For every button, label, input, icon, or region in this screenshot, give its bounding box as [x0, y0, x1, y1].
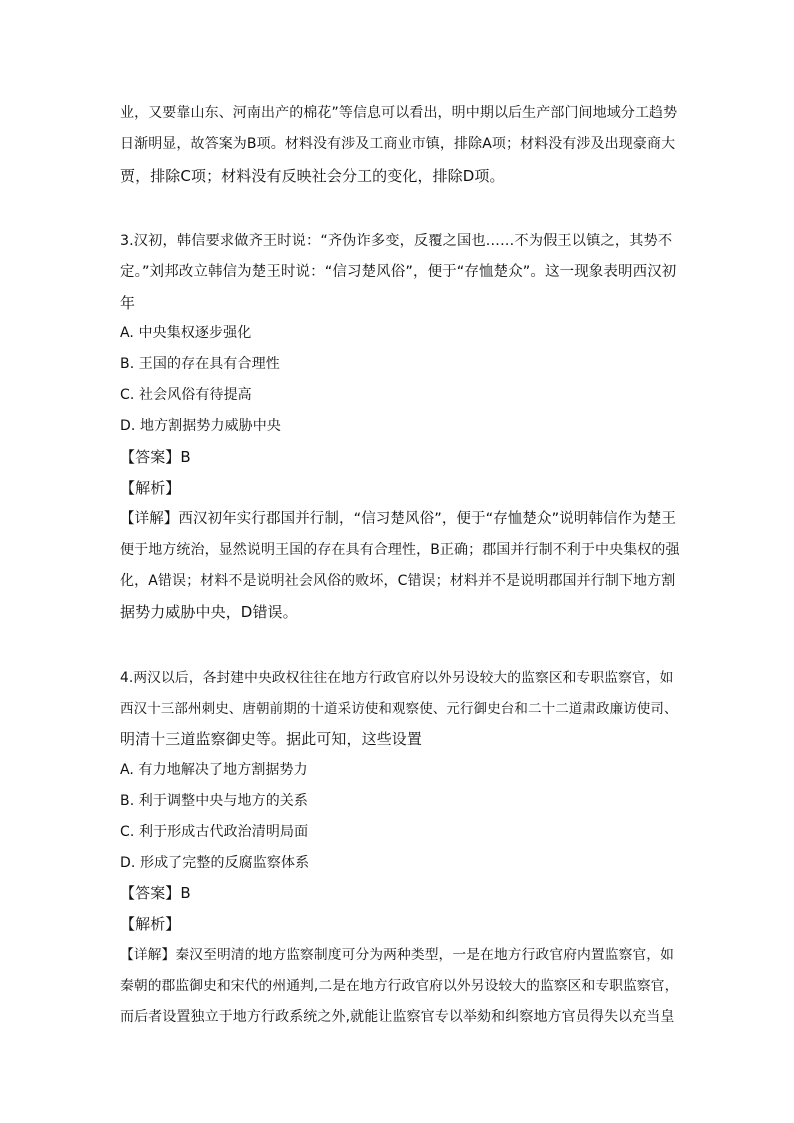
option-a: A. 中央集权逐步强化	[120, 325, 252, 341]
option-d: D. 形成了完整的反腐监察体系	[120, 855, 310, 871]
option-c: C. 社会风俗有待提高	[120, 387, 252, 403]
question-stem: 定。”刘邦改立韩信为楚王时说：“信习楚风俗”，便于“存恤楚众”。这一现象表明西汉初	[120, 264, 677, 280]
analysis-heading: 【解析】	[120, 479, 181, 497]
question-stem: 3.汉初，韩信要求做齐王时说：“齐伪诈多变，反覆之国也……不为假王以镇之，其势不	[120, 233, 673, 249]
option-a: A. 有力地解决了地方割据势力	[120, 762, 308, 778]
option-c: C. 利于形成古代政治清明局面	[120, 824, 309, 840]
analysis-heading: 【解析】	[120, 915, 181, 933]
option-b: B. 王国的存在具有合理性	[120, 356, 280, 372]
answer-line: 【答案】B	[120, 448, 191, 466]
question-stem: 明清十三道监察御史等。据此可知，这些设置	[120, 730, 423, 748]
question-stem: 年	[120, 294, 136, 312]
detail-line: 化，A错误；材料不是说明社会风俗的败坏，C错误；材料并不是说明郡国并行制下地方割	[120, 573, 676, 589]
detail-line: 秦朝的郡监御史和宋代的州通判,二是在地方行政官府以外另设较大的监察区和专职监察官，	[120, 978, 679, 994]
text-line: 贾，排除C项；材料没有反映社会分工的变化，排除D项。	[120, 167, 505, 185]
option-b: B. 利于调整中央与地方的关系	[120, 793, 309, 809]
detail-line: 而后者设置独立于地方行政系统之外,就能让监察官专以举劾和纠察地方官员得失以充当皇	[120, 1009, 675, 1025]
detail-line: 【详解】秦汉至明清的地方监察制度可分为两种类型，一是在地方行政官府内置监察官，如	[120, 947, 675, 963]
detail-line: 便于地方统治，显然说明王国的存在具有合理性，B正确；郡国并行制不利于中央集权的强	[120, 542, 680, 558]
text-line: 业，又要靠山东、河南出产的棉花”等信息可以看出，明中期以后生产部门间地域分工趋势	[120, 105, 678, 121]
option-d: D. 地方割据势力威胁中央	[120, 418, 281, 434]
text-line: 日渐明显，故答案为B项。材料没有涉及工商业市镇，排除A项；材料没有涉及出现豪商大	[120, 136, 676, 152]
question-stem: 西汉十三部州刺史、唐朝前期的十道采访使和观察使、元行御史台和二十二道肃政廉访使司、	[120, 701, 678, 717]
detail-line: 【详解】西汉初年实行郡国并行制，“信习楚风俗”，便于“存恤楚众”说明韩信作为楚王	[120, 511, 677, 527]
question-stem: 4.两汉以后，各封建中央政权往往在地方行政官府以外另设较大的监察区和专职监察官，如	[120, 670, 674, 686]
detail-line: 据势力威胁中央，D错误。	[120, 603, 298, 621]
answer-line: 【答案】B	[120, 884, 191, 902]
